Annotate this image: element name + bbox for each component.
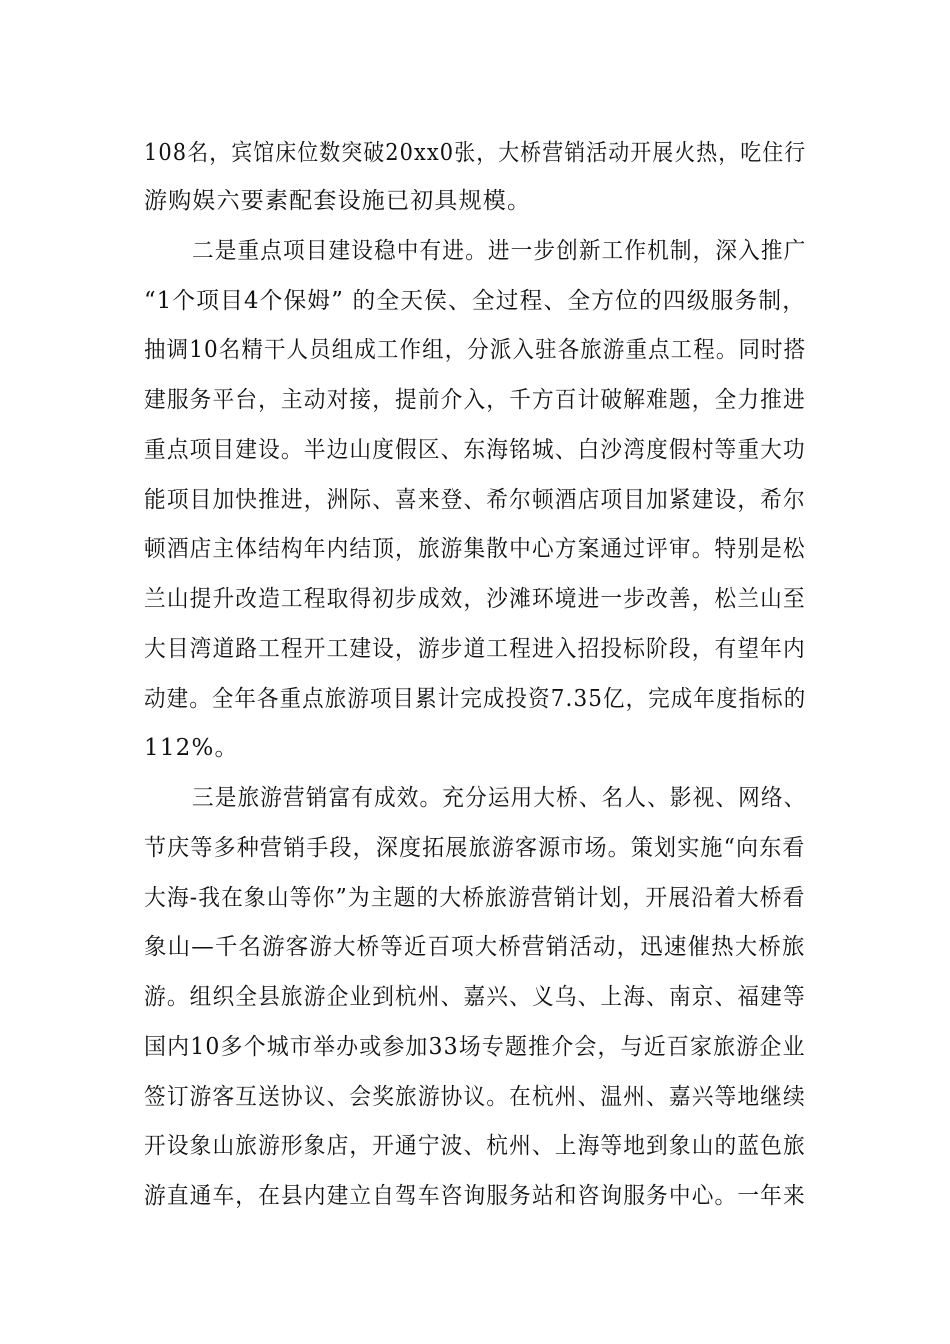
text-line: 国内10多个城市举办或参加33场专题推介会，与近百家旅游企业	[144, 1034, 806, 1060]
text-line: 游购娱六要素配套设施已初具规模。	[144, 188, 532, 214]
text-line: 开设象山旅游形象店，开通宁波、杭州、上海等地到象山的蓝色旅	[144, 1133, 806, 1159]
text-line: 签订游客互送协议、会奖旅游协议。在杭州、温州、嘉兴等地继续	[144, 1084, 806, 1110]
text-line: 108名，宾馆床位数突破20xx0张，大桥营销活动开展火热，吃住行	[144, 140, 807, 166]
text-line: 游。组织全县旅游企业到杭州、嘉兴、义乌、上海、南京、福建等	[144, 984, 806, 1010]
text-line: 象山—千名游客游大桥等近百项大桥营销活动，迅速催热大桥旅	[144, 934, 806, 960]
text-line: 节庆等多种营销手段，深度拓展旅游客源市场。策划实施“向东看	[144, 835, 806, 861]
text-line: 三是旅游营销富有成效。充分运用大桥、名人、影视、网络、	[192, 785, 807, 811]
text-line: 能项目加快推进，洲际、喜来登、希尔顿酒店项目加紧建设，希尔	[144, 487, 806, 513]
text-line: 游直通车，在县内建立自驾车咨询服务站和咨询服务中心。一年来	[144, 1183, 806, 1209]
text-line: 大海-我在象山等你”为主题的大桥旅游营销计划，开展沿着大桥看	[144, 885, 806, 911]
text-line: 顿酒店主体结构年内结顶，旅游集散中心方案通过评审。特别是松	[144, 536, 806, 562]
text-line: 重点项目建设。半边山度假区、东海铭城、白沙湾度假村等重大功	[144, 437, 806, 463]
text-line: 建服务平台，主动对接，提前介入，千方百计破解难题，全力推进	[144, 387, 806, 413]
text-line: 兰山提升改造工程取得初步成效，沙滩环境进一步改善，松兰山至	[144, 586, 806, 612]
text-line: 动建。全年各重点旅游项目累计完成投资7.35亿，完成年度指标的	[144, 686, 807, 712]
text-line: 抽调10名精干人员组成工作组，分派入驻各旅游重点工程。同时搭	[144, 337, 807, 363]
text-line: “1个项目4个保姆” 的全天侯、全过程、全方位的四级服务制，	[144, 288, 807, 314]
text-line: 大目湾道路工程开工建设，游步道工程进入招投标阶段，有望年内	[144, 636, 806, 662]
text-line: 112%。	[144, 735, 239, 761]
text-line: 二是重点项目建设稳中有进。进一步创新工作机制，深入推广	[192, 238, 807, 264]
